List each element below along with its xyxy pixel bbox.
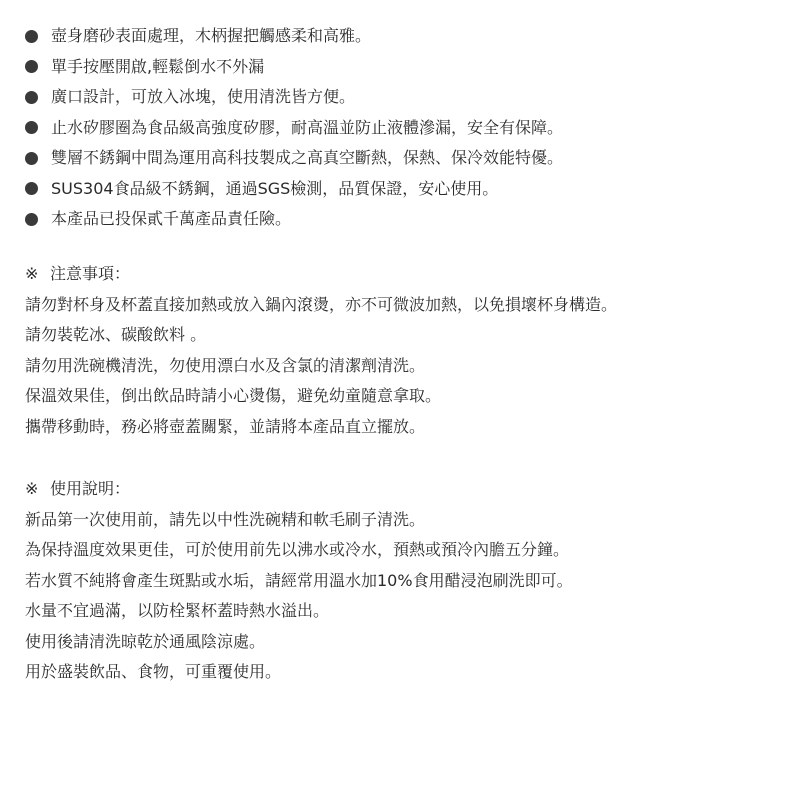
notes-heading	[25, 259, 617, 290]
feature-item	[25, 82, 563, 113]
usage-heading	[25, 474, 573, 505]
reference-mark-icon: ※	[25, 264, 39, 284]
usage-section	[25, 474, 573, 688]
usage-item: 水量不宜過滿，以防栓緊杯蓋時熱水溢出。	[25, 601, 330, 620]
notes-item: 請勿用洗碗機清洗，勿使用漂白水及含氯的清潔劑清洗。	[25, 355, 426, 375]
feature-item	[25, 113, 563, 144]
feature-text: 單手按壓開啟,輕鬆倒水不外漏	[51, 56, 265, 76]
feature-text: 止水矽膠圈為食品級高強度矽膠，耐高溫並防止液體滲漏，安全有保障。	[51, 117, 564, 137]
usage-title: 使用說明：	[50, 479, 131, 499]
feature-text: 壺身磨砂表面處理，木柄握把觸感柔和高雅。	[51, 26, 372, 46]
usage-item: 若水質不純將會產生斑點或水垢，請經常用溫水加10%食用醋浸泡刷洗即可。	[25, 570, 573, 590]
feature-item	[25, 204, 563, 235]
feature-item	[25, 143, 563, 174]
notes-item: 攜帶移動時，務必將壺蓋關緊，並請將本產品直立擺放。	[25, 416, 426, 436]
feature-text: 雙層不銹鋼中間為運用高科技製成之高真空斷熱，保熱、保冷效能特優。	[51, 148, 564, 168]
bullet-icon	[25, 30, 38, 43]
feature-text: 廣口設計，可放入冰塊，使用清洗皆方便。	[51, 87, 356, 107]
usage-item: 使用後請清洗晾乾於通風陰涼處。	[25, 631, 266, 651]
usage-item: 用於盛裝飲品、食物，可重覆使用。	[25, 662, 282, 681]
bullet-icon	[25, 213, 38, 226]
feature-text: SUS304食品級不銹鋼，通過SGS檢測，品質保證，安心使用。	[51, 178, 499, 198]
usage-item: 為保持溫度效果更佳，可於使用前先以沸水或冷水，預熱或預冷內膽五分鐘。	[25, 540, 570, 559]
notes-item: 保溫效果佳，倒出飲品時請小心燙傷，避免幼童隨意拿取。	[25, 386, 442, 405]
notes-title: 注意事項：	[50, 264, 131, 284]
usage-item: 新品第一次使用前，請先以中性洗碗精和軟毛刷子清洗。	[25, 509, 426, 529]
bullet-icon	[25, 60, 38, 73]
reference-mark-icon: ※	[25, 479, 39, 499]
notes-item: 請勿對杯身及杯蓋直接加熱或放入鍋內滾燙，亦不可微波加熱，以免損壞杯身構造。	[25, 294, 618, 314]
feature-list	[25, 21, 563, 235]
feature-item	[25, 21, 563, 52]
feature-item	[25, 52, 563, 83]
bullet-icon	[25, 182, 38, 195]
notes-item: 請勿裝乾冰、碳酸飲料 。	[25, 325, 207, 344]
feature-item	[25, 174, 563, 205]
bullet-icon	[25, 121, 38, 134]
feature-text: 本產品已投保貳千萬產品責任險。	[51, 209, 292, 229]
notes-section	[25, 259, 617, 442]
bullet-icon	[25, 91, 38, 104]
bullet-icon	[25, 152, 38, 165]
